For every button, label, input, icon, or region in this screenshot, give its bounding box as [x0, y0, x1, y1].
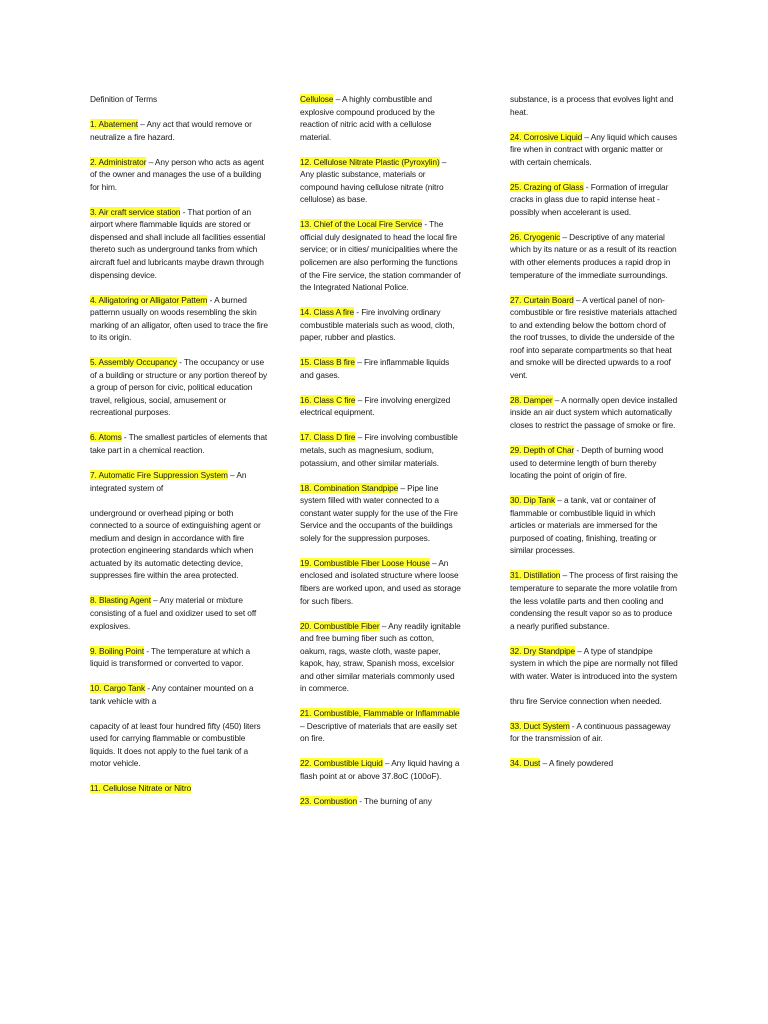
term-separator: – — [552, 394, 562, 405]
definition-entry — [90, 118, 268, 143]
term-separator: – — [300, 720, 307, 731]
term-separator: - — [354, 307, 362, 318]
definition-entry — [90, 156, 268, 194]
definition-text: The temperature at which a liquid is transformed or converted to vapor. — [90, 645, 250, 669]
definition-continuation — [510, 695, 678, 708]
term-label: 19. Combustible Fiber Loose House — [300, 557, 430, 568]
term-label: 33. Duct System — [510, 720, 570, 731]
definition-entry — [510, 294, 678, 382]
definition-text: The process of first raising the temperature to separate the more volatile from the less volatile parts and then cooling and condensing the result vapor so as to produce a nearly purified substance. — [510, 570, 678, 631]
definition-text: The smallest particles of elements that take part in a chemical reaction. — [90, 432, 268, 456]
term-label: 16. Class C fire — [300, 394, 356, 405]
definition-text: Any container mounted on a tank vehicle with a — [90, 683, 254, 706]
definition-entry — [510, 231, 678, 281]
term-label: 18. Combination Standpipe — [300, 482, 399, 493]
definition-entry — [510, 494, 678, 557]
definition-text: An integrated system of — [90, 470, 247, 493]
definition-text: Formation of irregular cracks in glass due to rapid intense heat - possibly when accelerant is used. — [510, 181, 669, 217]
term-separator: – — [560, 231, 570, 242]
term-label: 9. Boiling Point — [90, 645, 145, 656]
term-label: 24. Corrosive Liquid — [510, 131, 583, 142]
definition-entry — [300, 757, 462, 782]
term-separator: – — [398, 482, 408, 493]
term-label: 20. Combustible Fiber — [300, 620, 380, 631]
document-title: Definition of Terms — [90, 94, 158, 104]
definition-text: An enclosed and isolated structure where loose fibers are worked upon, and used as storage for such fibers. — [300, 557, 461, 606]
definition-entry — [300, 218, 462, 293]
term-label: 6. Atoms — [90, 432, 122, 443]
term-separator: – — [382, 758, 392, 769]
definition-text: Fire involving ordinary combustible materials such as wood, cloth, paper, rubber and plastics. — [300, 307, 455, 343]
definition-entry — [300, 156, 462, 206]
definition-entry — [90, 594, 268, 632]
definition-entry — [300, 620, 462, 695]
definition-text: Fire involving combustible metals, such as magnesium, sodium, potassium, and other similar materials. — [300, 432, 458, 468]
definition-entry — [90, 469, 268, 494]
definition-entry — [90, 645, 268, 670]
definition-entry — [300, 707, 462, 745]
definition-entry — [300, 482, 462, 545]
definition-text: A type of standpipe system in which the pipe are normally not filled with water. Water is introduced into the system — [510, 645, 678, 681]
term-separator: – — [146, 156, 155, 167]
definition-entry — [510, 181, 678, 219]
term-separator: – — [429, 557, 439, 568]
column-2 — [300, 93, 462, 820]
definition-text: A continuous passageway for the transmission of air. — [510, 720, 671, 744]
definition-continuation — [510, 93, 678, 118]
definition-entry — [300, 93, 462, 143]
term-label: 31. Distillation — [510, 570, 561, 581]
term-separator: - — [574, 445, 582, 456]
term-label: 17. Class D fire — [300, 432, 356, 443]
definition-entry — [510, 569, 678, 632]
definition-text: Any liquid which causes fire when in contract with organic matter or with certain chemicals. — [510, 131, 678, 167]
definition-text: A burned patternn usually on woods resembling the skin marking of an alligator, often used to trace the fire to its origin. — [90, 294, 268, 343]
term-separator: - — [207, 294, 215, 305]
term-separator: - — [357, 796, 365, 807]
term-separator: - — [569, 720, 577, 731]
term-separator: - — [180, 206, 188, 217]
definition-entry — [90, 682, 268, 707]
definition-text: Any person who acts as agent of the owner and manages the use of a building for him. — [90, 156, 264, 192]
definition-entry — [90, 431, 268, 456]
term-separator: – — [137, 119, 147, 130]
term-label: 5. Assembly Occupancy — [90, 357, 177, 368]
definition-text: Pipe line system filled with water connected to a constant water supply for the use of the Fire Service and the occupants of the buildings solely for the suppression purposes. — [300, 482, 458, 543]
definition-text: Any plastic substance, materials or compound having cellulose nitrate (nitro cellulose) as base. — [300, 169, 444, 205]
definition-text: Any act that would remove or neutralize a fire hazard. — [90, 119, 252, 142]
definition-text: That portion of an airport where flammable liquids are stored or dispensed and shall include all facilities essential thereto such as underground tanks from which aircraft fuel and lubricants maybe drawn through dispensing device. — [90, 206, 266, 280]
definition-text: The burning of any — [364, 796, 432, 807]
definition-entry — [510, 444, 678, 482]
term-label: 13. Chief of the Local Fire Service — [300, 219, 423, 230]
term-label: 4. Alligatoring or Alligator Pattern — [90, 294, 208, 305]
term-label: 26. Cryogenic — [510, 231, 561, 242]
definition-entry — [300, 795, 462, 808]
term-label: 11. Cellulose Nitrate or Nitro — [90, 783, 192, 794]
term-separator: - — [145, 683, 152, 694]
definition-text: Any liquid having a flash point at or above 37.8oC (100oF). — [300, 758, 460, 782]
term-separator: – — [355, 432, 365, 443]
term-separator: – — [379, 620, 389, 631]
definition-text: capacity of at least four hundred fifty (450) liters used for carrying flammable or combustible liquids. It does not apply to the fuel tank of a motor vehicle. — [90, 720, 261, 769]
term-label: 25. Crazing of Glass — [510, 181, 584, 192]
column-3 — [510, 93, 678, 782]
term-label: 10. Cargo Tank — [90, 683, 146, 694]
definition-entry — [90, 294, 268, 344]
definition-entry — [510, 394, 678, 432]
term-label: 8. Blasting Agent — [90, 595, 151, 606]
definition-text: underground or overhead piping or both connected to a source of extinguishing agent or medium and design in accordance with fire protection engineering standards which when actuated by its automatic detecting device, suppresses fire within the area protected. — [90, 507, 261, 581]
term-label: 32. Dry Standpipe — [510, 645, 576, 656]
term-separator: - — [144, 645, 152, 656]
definition-text: Fire involving energized electrical equipment. — [300, 394, 451, 418]
definition-entry — [90, 782, 268, 795]
definition-continuation — [90, 720, 268, 770]
term-label: Cellulose — [300, 94, 334, 104]
term-label: 28. Damper — [510, 394, 553, 405]
term-label: 14. Class A fire — [300, 307, 355, 318]
term-separator: – — [354, 357, 364, 368]
definition-text: thru fire Service connection when needed. — [510, 695, 662, 706]
term-label: 2. Administrator — [90, 156, 147, 167]
column-1 — [90, 93, 268, 808]
term-label: 30. Dip Tank — [510, 495, 556, 506]
term-separator: – — [333, 94, 342, 104]
term-label: 21. Combustible, Flammable or Inflammable — [300, 708, 460, 719]
definition-text: Descriptive of any material which by its nature or as a result of its reaction with other elements produces a rapid drop in temperature of the immediate surroundings. — [510, 231, 677, 280]
term-separator: - — [176, 357, 184, 368]
term-separator: – — [575, 645, 584, 656]
term-separator: – — [150, 595, 160, 606]
term-separator: - — [121, 432, 129, 443]
term-label: 1. Abatement — [90, 119, 138, 130]
term-label: 15. Class B fire — [300, 357, 355, 368]
definition-entry — [300, 394, 462, 419]
definition-text: The official duly designated to head the local fire service; or in cities/ municipalities where the policemen are also performing the functions of the Fire service, the station commander of the Integrated National Police. — [300, 219, 461, 293]
definition-text: A normally open device installed inside an air duct system which automatically closes to restrict the passage of smoke or fire. — [510, 394, 678, 430]
definition-entry — [300, 557, 462, 607]
definition-entry — [510, 720, 678, 745]
term-label: 3. Air craft service station — [90, 206, 181, 217]
term-separator: – — [439, 156, 447, 167]
definition-text: Descriptive of materials that are easily set on fire. — [300, 720, 457, 744]
term-separator: – — [540, 758, 549, 769]
term-separator: – — [355, 394, 365, 405]
definition-continuation — [90, 507, 268, 582]
definition-entry — [90, 206, 268, 281]
definition-text: substance, is a process that evolves light and heat. — [510, 94, 674, 117]
definition-entry — [90, 356, 268, 419]
term-label: 34. Dust — [510, 758, 541, 769]
definition-entry — [300, 356, 462, 381]
term-separator: – — [555, 495, 565, 506]
term-separator: – — [560, 570, 570, 581]
definition-entry — [510, 757, 678, 770]
definition-entry — [300, 306, 462, 344]
definition-entry — [510, 131, 678, 169]
term-separator: – — [582, 131, 591, 142]
definition-text: Fire inflammable liquids and gases. — [300, 357, 450, 380]
term-label: 12. Cellulose Nitrate Plastic (Pyroxylin) — [300, 156, 440, 167]
term-label: 23. Combustion — [300, 796, 358, 807]
term-separator: – — [227, 470, 237, 481]
definition-entry — [510, 645, 678, 683]
term-label: 27. Curtain Board — [510, 294, 574, 305]
definition-text: Any readily ignitable and free burning fiber such as cotton, oakum, rags, waste cloth, waste paper, kapok, hay, straw, Spanish moss, excelsior and other similar materials commonly used in commerce. — [300, 620, 461, 694]
definition-text: a tank, vat or container of flammable or combustible liquid in which articles or materials are immersed for the purposed of coating, finishing, treating or similar processes. — [510, 495, 658, 556]
definition-text: Depth of burning wood used to determine length of burn thereby locating the point of origin of fire. — [510, 445, 664, 481]
definition-entry — [300, 431, 462, 469]
term-label: 22. Combustible Liquid — [300, 758, 383, 769]
term-label: 29. Depth of Char — [510, 445, 575, 456]
definition-text: The occupancy or use of a building or structure or any portion thereof by a group of person for civic, political education travel, religious, social, amusement or recreational purposes. — [90, 357, 268, 418]
definition-text: A finely powdered — [548, 758, 613, 769]
term-label: 7. Automatic Fire Suppression System — [90, 470, 228, 481]
definition-text: A vertical panel of non-combustible or fire resistive materials attached to and extending below the bottom chord of the roof trusses, to divide the underside of the roof into separate compartments so that heat and smoke will be directed upwards to a roof vent. — [510, 294, 677, 380]
definition-text: Any material or mixture consisting of a fuel and oxidizer used to set off explosives. — [90, 595, 257, 631]
term-separator: - — [422, 219, 430, 230]
term-separator: - — [583, 181, 591, 192]
term-separator: – — [573, 294, 583, 305]
definition-text: A highly combustible and explosive compound produced by the reaction of nitric acid with a cellulose material. — [300, 94, 435, 142]
